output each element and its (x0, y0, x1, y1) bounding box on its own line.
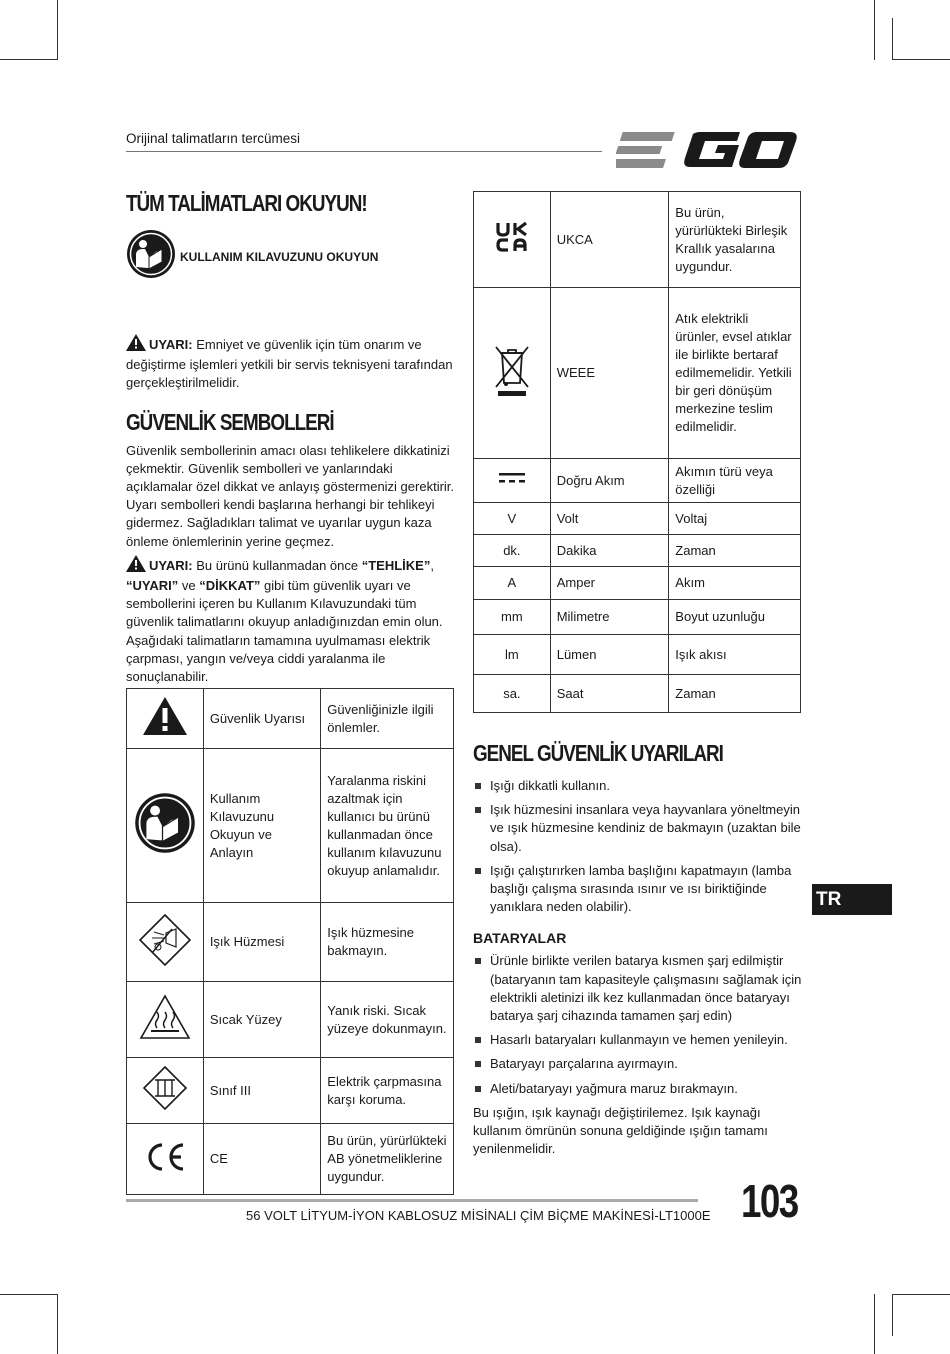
unit-name: Amper (550, 567, 669, 600)
language-tab: TR (812, 884, 892, 915)
footer-product: 56 VOLT LİTYUM-İYON KABLOSUZ MİSİNALI ÇİM BİÇME MAKİNESİ-LT1000E (246, 1208, 711, 1223)
symbol-name: Işık Hüzmesi (203, 903, 320, 982)
list-item: Işık hüzmesini insanlara veya hayvanlara yöneltmeyin ve ışık hüzmesine kendiniz de bakmayın (uzaktan bile olsa). (473, 801, 803, 856)
symbol-meaning: Işık hüzmesine bakmayın. (321, 903, 454, 982)
symbol-name: Sıcak Yüzey (203, 982, 320, 1058)
weee-icon (474, 288, 551, 459)
crop-mark (874, 1294, 875, 1354)
table-row (474, 503, 801, 535)
direct-current-icon (474, 459, 551, 503)
warning-text: gibi tüm güvenlik uyarı ve sembollerini içeren bu Kullanım Kılavuzundaki tüm güvenlik talimatlarını okuyup anladığınızdan emin olun. Aşağıdaki talimatların tamamına uyulmaması elektrik çarpması, yangın ve/veya ciddi yaralanma ile sonuçlanabilir. (126, 578, 443, 685)
list-item: Ürünle birlikte verilen batarya kısmen şarj edilmiştir (bataryanın tam kapasiteyle çalışmasını sağlamak için elektrikli aletinizi ilk kez kullanmadan önce bataryayı batarya şarj cihazında tamamen şarj edin) (473, 952, 803, 1025)
read-manual-row (126, 229, 456, 284)
ce-mark-icon (127, 1124, 204, 1195)
read-manual-icon (127, 749, 204, 903)
warning-text: Bu ürünü kullanmadan önce (196, 557, 359, 573)
list-item: Işığı dikkatli kullanın. (473, 777, 803, 795)
list-item: Işığı çalıştırırken lamba başlığını kapatmayın (lamba başlığı çalışma sırasında ısınır ve ısı biriktiğinde yanıklara neden olabilir). (473, 862, 803, 917)
unit-meaning: Akım (669, 567, 801, 600)
table-row (474, 567, 801, 600)
unit-name: Lümen (550, 635, 669, 675)
unit-name: Saat (550, 675, 669, 713)
symbol-meaning: Atık elektrikli ürünler, evsel atıklar ile birlikte bertaraf edilmemelidir. Yetkili bir geri dönüşüm merkezine teslim edilmelidir. (669, 288, 801, 459)
table-row (474, 535, 801, 567)
table-row (474, 600, 801, 635)
warning-text: , (430, 557, 434, 573)
unit-name: Volt (550, 503, 669, 535)
light-beam-icon (127, 903, 204, 982)
warning-triangle-icon (126, 555, 146, 577)
unit-symbol: lm (474, 635, 551, 675)
warning-keyword: “UYARI” (126, 578, 179, 594)
unit-meaning: Işık akısı (669, 635, 801, 675)
class-three-icon (127, 1058, 204, 1124)
symbol-name: CE (203, 1124, 320, 1195)
crop-mark (874, 0, 875, 60)
unit-meaning: Voltaj (669, 503, 801, 535)
unit-symbol: mm (474, 600, 551, 635)
crop-mark (0, 59, 58, 60)
unit-symbol: dk. (474, 535, 551, 567)
symbols-intro: Güvenlik sembollerinin amacı olası tehlikelere dikkatinizi çekmektir. Güvenlik sembolleri ve yanlarındaki açıklamalar özel dikkat ve anlayış göstermenizi gerektirir. Uyarı sembolleri kendi başlarına herhangi bir tehlikeyi gidermez. Sağladıkları talimat ve uyarılar uygun kaza önleme önlemlerinin yerine geçmez. (126, 442, 455, 549)
table-row (127, 689, 454, 749)
ego-logo (616, 128, 800, 177)
symbol-name: Kullanım Kılavuzunu Okuyun ve Anlayın (203, 749, 320, 903)
unit-symbol: V (474, 503, 551, 535)
warning-label: UYARI: (149, 337, 193, 352)
warning-label: UYARI: (149, 557, 193, 573)
warning-text: ve (181, 578, 196, 594)
crop-mark (892, 18, 893, 60)
unit-meaning: Zaman (669, 535, 801, 567)
symbol-name: Güvenlik Uyarısı (203, 689, 320, 749)
symbol-name: Sınıf III (203, 1058, 320, 1124)
general-warnings-title: GENEL GÜVENLİK UYARILARI (473, 740, 723, 766)
table-row (474, 675, 801, 713)
unit-symbol: sa. (474, 675, 551, 713)
safety-symbols-table (126, 688, 454, 1195)
symbol-meaning: Bu ürün, yürürlükteki AB yönetmeliklerine uygundur. (321, 1124, 454, 1195)
symbol-meaning: Yanık riski. Sıcak yüzeye dokunmayın. (321, 982, 454, 1058)
symbol-name: Doğru Akım (550, 459, 669, 503)
symbol-meaning: Elektrik çarpmasına karşı koruma. (321, 1058, 454, 1124)
read-manual-label: KULLANIM KILAVUZUNU OKUYUN (180, 249, 379, 264)
unit-name: Milimetre (550, 600, 669, 635)
symbols-units-table (473, 191, 801, 713)
table-row (127, 1058, 454, 1124)
table-row (127, 982, 454, 1058)
general-warnings-section (473, 740, 803, 1158)
table-row (474, 635, 801, 675)
warning-text: Emniyet ve güvenlik için tüm onarım ve değiştirme işlemleri yetkili bir servis teknisyeni tarafından gerçekleştirilmelidir. (126, 337, 453, 391)
symbols-title: GÜVENLİK SEMBOLLERİ (126, 408, 334, 435)
light-source-note: Bu ışığın, ışık kaynağı değiştirilemez. Işık kaynağı kullanım ömrünün sonuna geldiğinde ışığın tamamı yenilenmelidir. (473, 1104, 768, 1157)
crop-mark (57, 1294, 58, 1354)
unit-name: Dakika (550, 535, 669, 567)
list-item: Aleti/bataryayı yağmura maruz bırakmayın. (473, 1080, 803, 1098)
symbol-name: UKCA (550, 192, 669, 288)
footer-rule (126, 1199, 698, 1202)
header-rule (126, 151, 602, 152)
symbol-meaning: Yaralanma riskini azaltmak için kullanıcı bu ürünü kullanmadan önce kullanım kılavuzunu okuyup anlamalıdır. (321, 749, 454, 903)
warning-repair (126, 334, 456, 393)
symbol-meaning: Bu ürün, yürürlükteki Birleşik Krallık yasalarına uygundur. (669, 192, 801, 288)
read-manual-icon (126, 229, 176, 284)
right-symbols-column (473, 191, 803, 713)
table-row (474, 192, 801, 288)
unit-symbol: A (474, 567, 551, 600)
unit-meaning: Zaman (669, 675, 801, 713)
table-row (127, 903, 454, 982)
battery-list (473, 952, 803, 1097)
crop-mark (892, 1294, 950, 1295)
crop-mark (892, 59, 950, 60)
table-row (127, 1124, 454, 1195)
list-item: Hasarlı bataryaları kullanmayın ve hemen yenileyin. (473, 1031, 803, 1049)
translation-note: Orijinal talimatların tercümesi (126, 131, 301, 146)
page-number: 103 (741, 1175, 798, 1227)
left-column (126, 190, 456, 1195)
safety-alert-icon (127, 689, 204, 749)
symbol-meaning: Güvenliğinizle ilgili önlemler. (321, 689, 454, 749)
warning-triangle-icon (126, 334, 146, 356)
hot-surface-icon (127, 982, 204, 1058)
crop-mark (57, 0, 58, 60)
crop-mark (0, 1294, 58, 1295)
table-row (127, 749, 454, 903)
warning-read-manual (126, 555, 456, 686)
table-row (474, 288, 801, 459)
list-item: Bataryayı parçalarına ayırmayın. (473, 1055, 803, 1073)
crop-mark (892, 1294, 893, 1336)
general-warnings-list (473, 777, 803, 916)
caution-keyword: “DİKKAT” (199, 578, 261, 594)
danger-keyword: “TEHLİKE” (361, 557, 431, 573)
unit-meaning: Boyut uzunluğu (669, 600, 801, 635)
table-row (474, 459, 801, 503)
symbol-meaning: Akımın türü veya özelliği (669, 459, 801, 503)
symbol-name: WEEE (550, 288, 669, 459)
ukca-icon (474, 192, 551, 288)
read-all-title: TÜM TALİMATLARI OKUYUN! (126, 190, 367, 216)
battery-title: BATARYALAR (473, 930, 567, 947)
